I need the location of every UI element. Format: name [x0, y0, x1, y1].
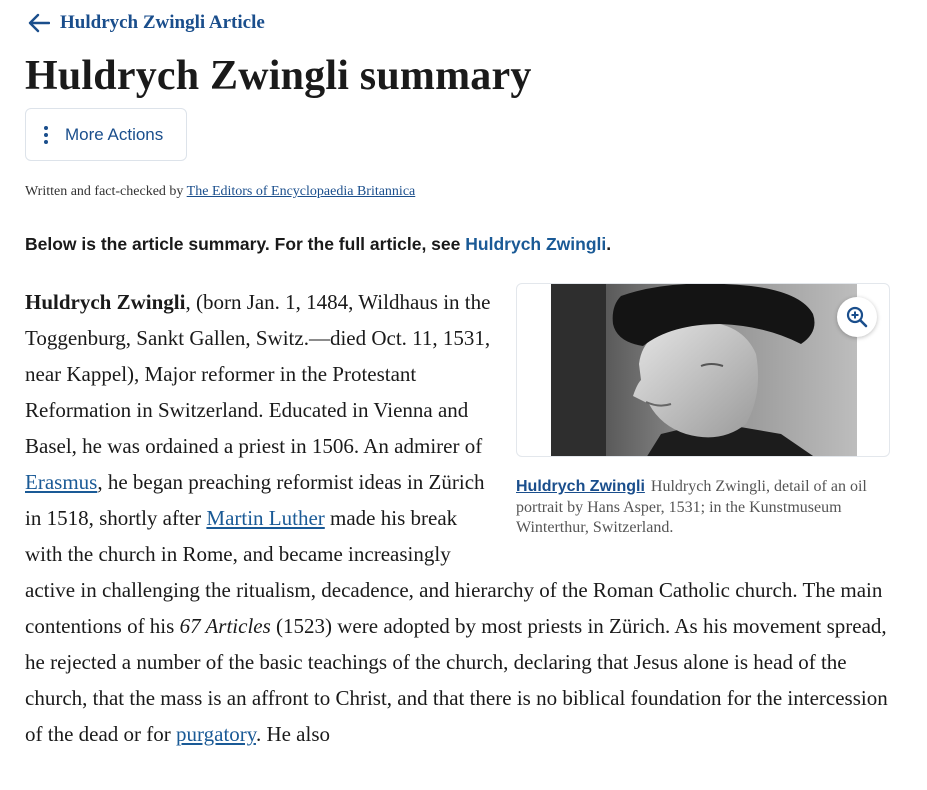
more-actions-button[interactable] — [25, 108, 187, 161]
portrait-figure — [516, 283, 890, 539]
notice-full-article-link[interactable]: Huldrych Zwingli — [465, 234, 607, 254]
arrow-left-icon — [28, 13, 50, 33]
martin-luther-link[interactable]: Martin Luther — [206, 506, 325, 530]
figure-caption — [516, 477, 890, 539]
more-actions-label: More Actions — [65, 124, 164, 144]
vertical-dots-icon — [44, 124, 48, 145]
caption-link[interactable]: Huldrych Zwingli — [516, 478, 645, 495]
portrait-frame[interactable] — [516, 283, 890, 457]
back-link-label: Huldrych Zwingli Article — [60, 12, 265, 33]
zwingli-portrait-image — [551, 284, 857, 457]
zoom-in-icon — [845, 305, 869, 329]
back-to-article-link[interactable] — [28, 12, 265, 34]
summary-text-3: made his break with the church in Rome, and became increasingly active in challenging the ritualism, decadence, and hierarchy of the Roman Catholic church. The main contentions of his — [25, 506, 883, 638]
erasmus-link[interactable]: Erasmus — [25, 470, 98, 494]
notice-text: Below is the article summary. For the full article, see — [25, 234, 461, 254]
summary-notice — [25, 234, 611, 255]
summary-text-1: , (born Jan. 1, 1484, Wildhaus in the Toggenburg, Sankt Gallen, Switz.—died Oct. 11, 1531, near Kappel), Major reformer in the Protestant Reformation in Switzerland. Educated in Vienna and Basel, he was ordained a priest in 1506. An admirer of — [25, 290, 491, 458]
summary-text-5: . He also — [255, 722, 331, 746]
summary-text-4: (1523) were adopted by most priests in Zürich. As his movement spread, he rejected a number of the basic teachings of the church, declaring that Jesus alone is head of the church, that the mass is an affront to Christ, and that there is no biblical foundation for the intercession of the dead or for — [25, 614, 888, 746]
notice-suffix: . — [606, 234, 612, 254]
caption-text: Huldrych Zwingli, detail of an oil portrait by Hans Asper, 1531; in the Kunstmuseum Winterthur, Switzerland. — [516, 478, 867, 536]
zoom-button[interactable] — [837, 297, 877, 337]
summary-text-2: , he began preaching reformist ideas in Zürich in 1518, shortly after — [25, 470, 485, 530]
purgatory-link[interactable]: purgatory — [176, 722, 256, 746]
byline-author-link[interactable]: The Editors of Encyclopaedia Britannica — [186, 184, 416, 199]
byline — [25, 184, 415, 200]
page-title: Huldrych Zwingli summary — [25, 53, 532, 99]
byline-prefix: Written and fact-checked by — [25, 184, 184, 199]
sixty-seven-articles-title: 67 Articles — [179, 614, 271, 638]
summary-subject: Huldrych Zwingli — [25, 290, 186, 314]
